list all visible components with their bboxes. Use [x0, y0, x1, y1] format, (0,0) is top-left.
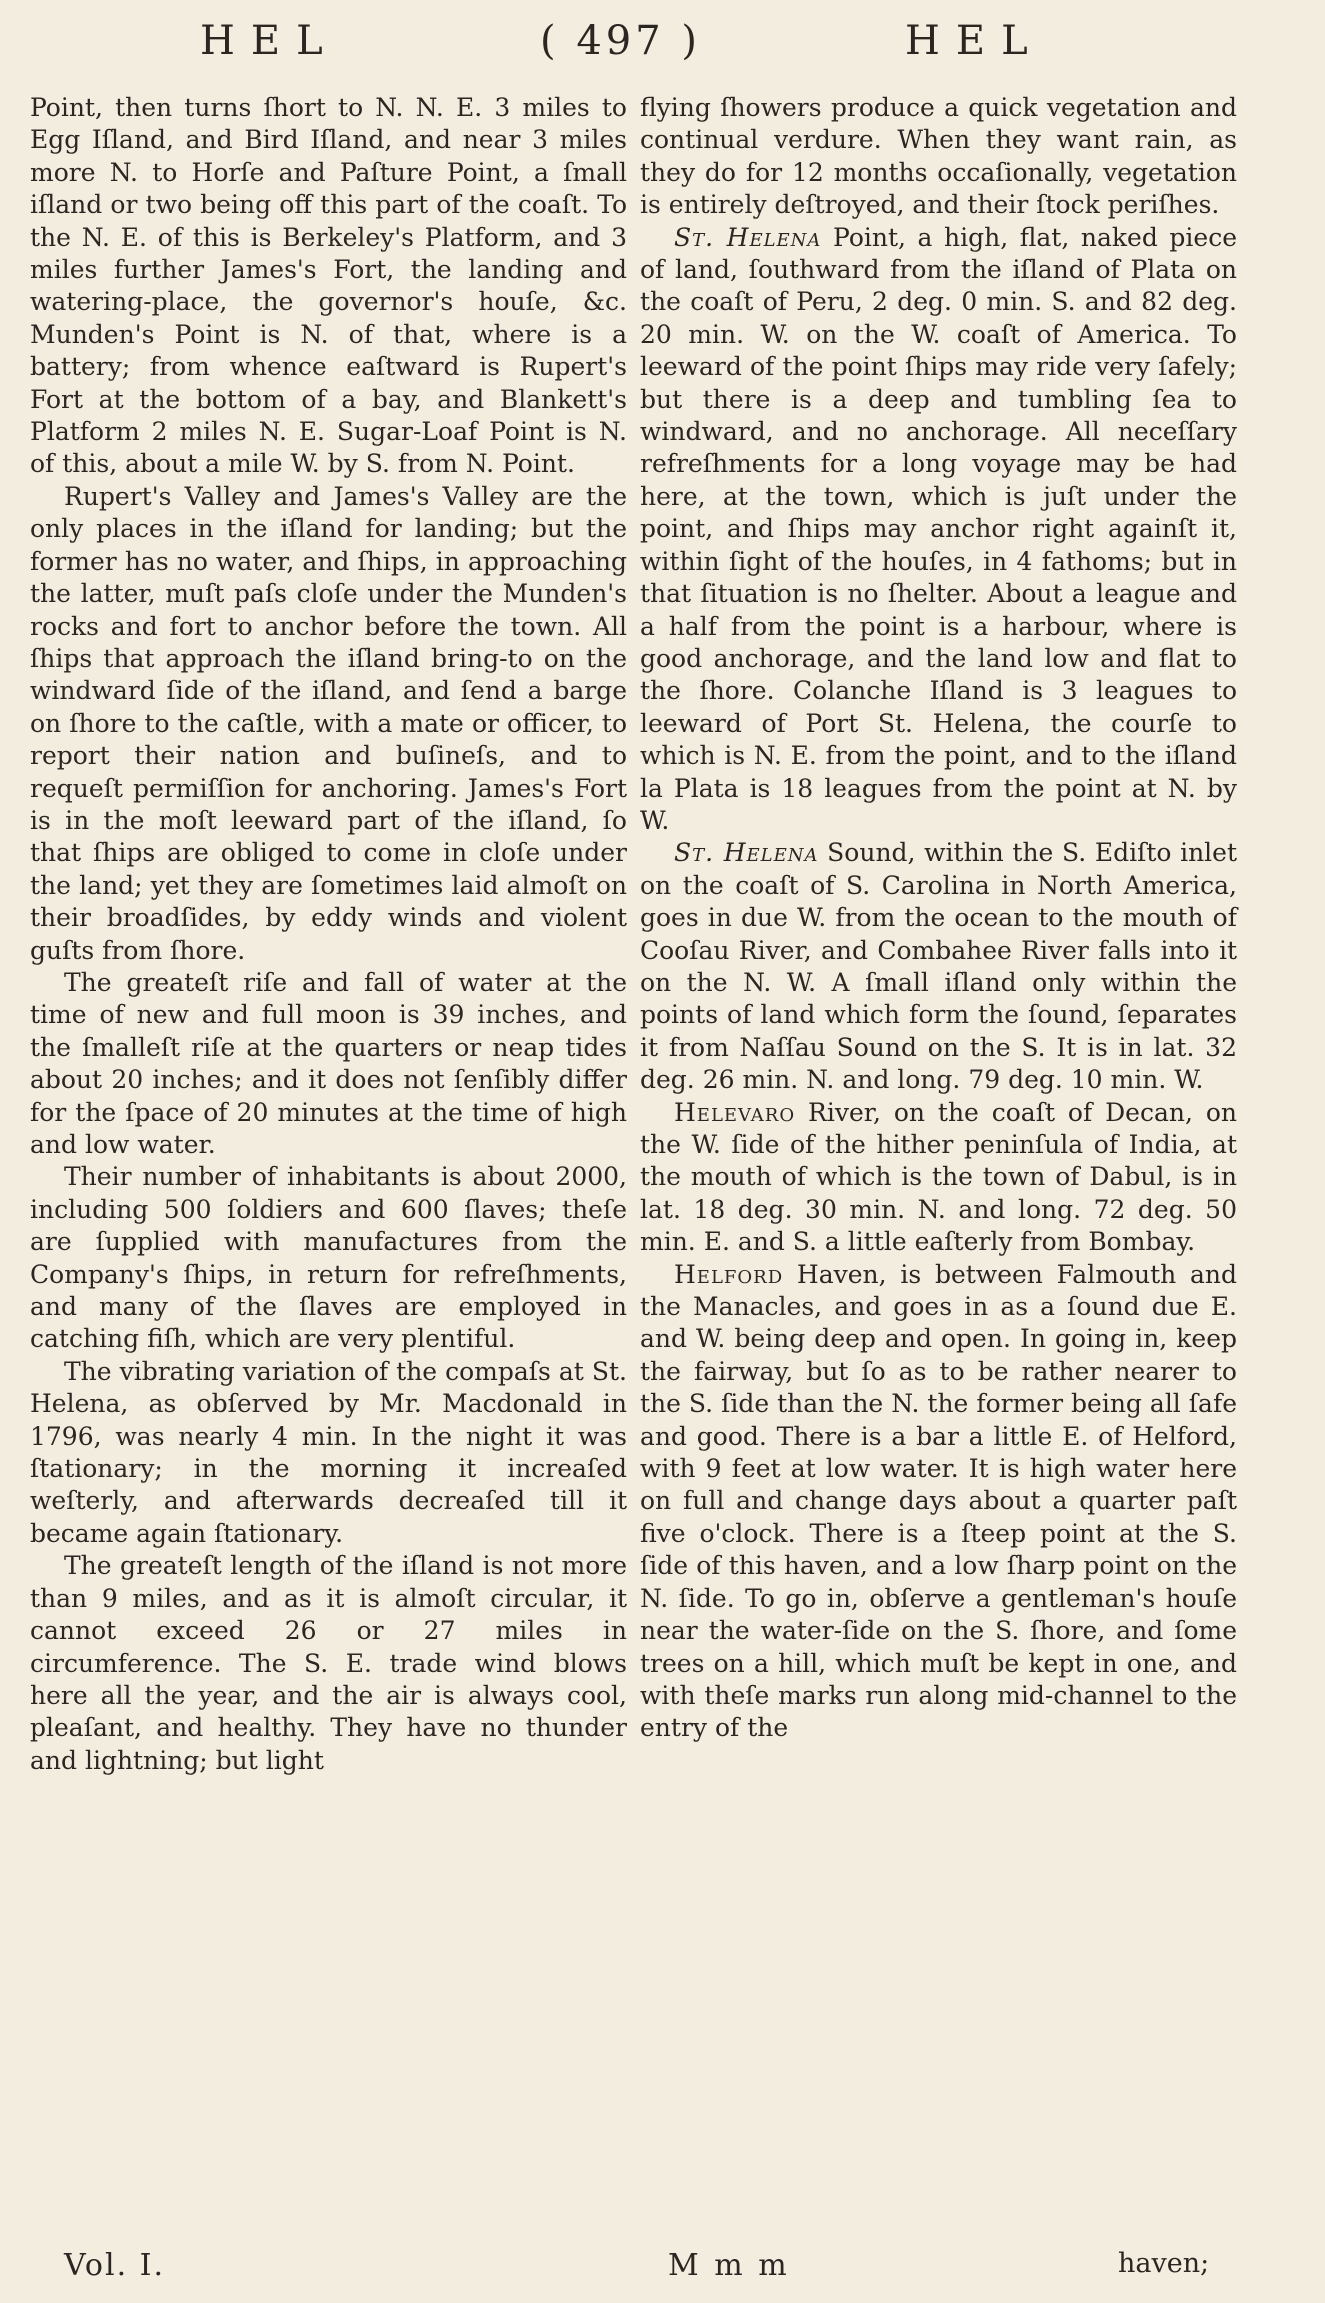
entry-headword: Helevaro	[674, 1097, 796, 1127]
page-number: ( 497 )	[540, 18, 701, 64]
catchword: haven;	[1118, 2248, 1210, 2279]
paragraph: Point, then turns ſhort to N. N. E. 3 miles to Egg Iſland, and Bird Iſland, and near 3 miles more N. to Horſe and Paſture Point, a ſmall iſland or two being off this part of the coaſt. To the N. E. of this is Berkeley's Platform, and 3 miles further James's Fort, the landing and watering-place, the governor's houſe, &c. Munden's Point is N. of that, where is a battery; from whence eaſtward is Rupert's Fort at the bottom of a bay, and Blankett's Platform 2 miles N. E. Sugar-Loaf Point is N. of this, about a mile W. by S. from N. Point.	[30, 93, 627, 479]
paragraph: flying ſhowers produce a quick vegetation and continual verdure. When they want rain, as they do for 12 months occaſionally, vegetation is entirely deſtroyed, and their ſtock periſhes.	[640, 93, 1237, 220]
entry-helford-haven	[640, 1259, 1237, 1745]
entry-headword: Helford	[674, 1259, 784, 1289]
page-footer	[0, 2248, 1325, 2293]
header-left-keyword: HEL	[200, 18, 339, 64]
running-header	[0, 18, 1325, 78]
left-column	[30, 92, 627, 1777]
paragraph: Their number of inhabitants is about 2000, including 500 ſoldiers and 600 ſlaves; theſe are ſupplied with manufactures from the Company's ſhips, in return for refreſhments, and many of the ſlaves are employed in catching fiſh, which are very plentiful.	[30, 1162, 627, 1354]
entry-text: Sound, within the S. Ediſto inlet on the coaſt of S. Carolina in North America, goes in due W. from the ocean to the mouth of Cooſau River, and Combahee River falls into it on the N. W. A ſmall iſland only within the points of land which form the ſound, ſeparates it from Naſſau Sound on the S. It is in lat. 32 deg. 26 min. N. and long. 79 deg. 10 min. W.	[640, 838, 1238, 1095]
paragraph: The greateſt riſe and fall of water at the time of new and full moon is 39 inches, and the ſmalleſt riſe at the quarters or neap tides about 20 inches; and it does not ſenſibly differ for the ſpace of 20 minutes at the time of high and low water.	[30, 967, 627, 1159]
right-column	[640, 92, 1237, 1745]
paragraph: Rupert's Valley and James's Valley are the only places in the iſland for landing; but the former has no water, and ſhips, in approaching the latter, muſt paſs cloſe under the Munden's rocks and fort to anchor before the town. All ſhips that approach the iſland bring-to on the windward ſide of the iſland, and ſend a barge on ſhore to the caſtle, with a mate or officer, to report their nation and buſineſs, and to requeſt permiſſion for anchoring. James's Fort is in the moſt leeward part of the iſland, ſo that ſhips are obliged to come in cloſe under the land; yet they are ſometimes laid almoſt on their broadſides, by eddy winds and violent guſts from ſhore.	[30, 481, 627, 965]
entry-headword: St. Helena	[674, 222, 822, 252]
entry-headword: St. Helena	[674, 838, 819, 868]
entry-helevaro-river	[640, 1097, 1237, 1259]
entry-text: Point, a high, flat, naked piece of land, ſouthward from the iſland of Plata on the coaſt of Peru, 2 deg. 0 min. S. and 82 deg. 20 min. W. on the W. coaſt of America. To leeward of the point ſhips may ride very ſafely; but there is a deep and tumbling ſea to windward, and no anchorage. All neceſſary refreſhments for a long voyage may be had here, at the town, which is juſt under the point, and ſhips may anchor right againſt it, within ſight of the houſes, in 4 fathoms; but in that ſituation is no ſhelter. About a league and a half from the point is a harbour, where is good anchorage, and the land low and flat to the ſhore. Colanche Iſland is 3 leagues to leeward of Port St. Helena, the courſe to which is N. E. from the point, and to the iſland la Plata is 18 leagues from the point at N. by W.	[640, 222, 1237, 835]
paragraph: The vibrating variation of the compaſs at St. Helena, as obſerved by Mr. Macdonald in 1796, was nearly 4 min. In the night it was ſtationary; in the morning it increaſed weſterly, and afterwards decreaſed till it became again ſtationary.	[30, 1356, 627, 1548]
entry-text: Haven, is between Falmouth and the Manacles, and goes in as a ſound due E. and W. being deep and open. In going in, keep the fairway, but ſo as to be rather nearer to the S. ſide than the N. the former being all ſafe and good. There is a bar a little E. of Helford, with 9 feet at low water. It is high water here on full and change days about a quarter paſt five o'clock. There is a ſteep point at the S. ſide of this haven, and a low ſharp point on the N. ſide. To go in, obſerve a gentleman's houſe near the water-ſide on the S. ſhore, and ſome trees on a hill, which muſt be kept in one, and with theſe marks run along mid-channel to the entry of the	[640, 1259, 1237, 1743]
paragraph: The greateſt length of the iſland is not more than 9 miles, and as it is almoſt circular, it cannot exceed 26 or 27 miles in circumference. The S. E. trade wind blows here all the year, and the air is always cool, pleaſant, and healthy. They have no thunder and lightning; but light	[30, 1551, 627, 1775]
volume-label: Vol. I.	[64, 2248, 166, 2283]
entry-st-helena-sound	[640, 837, 1237, 1096]
entry-st-helena-point	[640, 222, 1237, 838]
signature-mark: M m m	[668, 2248, 790, 2283]
entry-text: River, on the coaſt of Decan, on the W. ſide of the hither peninſula of India, at the mouth of which is the town of Dabul, is in lat. 18 deg. 30 min. N. and long. 72 deg. 50 min. E. and S. a little eaſterly from Bombay.	[640, 1097, 1237, 1257]
header-right-keyword: HEL	[905, 18, 1044, 64]
